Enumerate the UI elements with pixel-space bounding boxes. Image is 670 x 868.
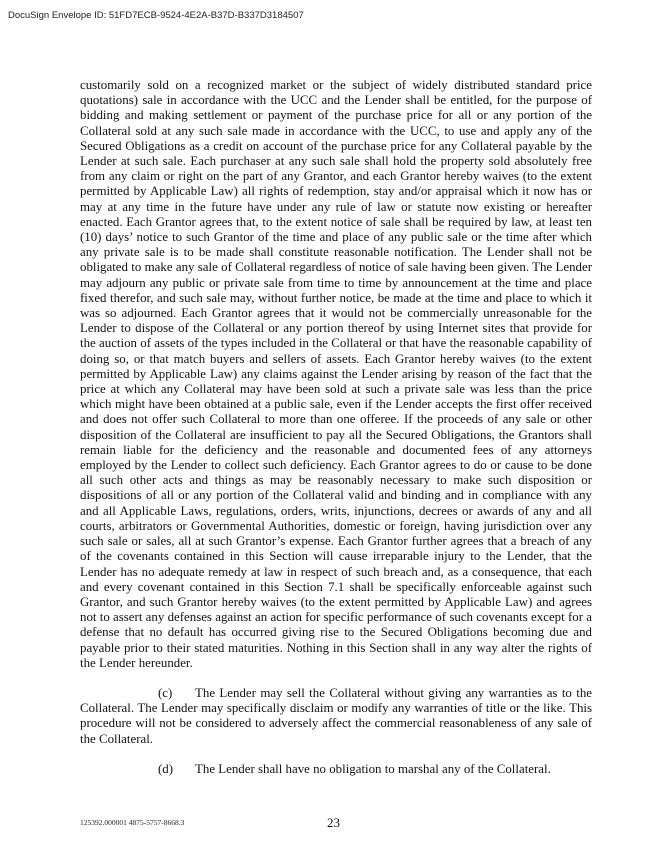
paragraph-main: customarily sold on a recognized market or the subject of widely distributed standard price quotations) sale in accordance with the UCC and the Lender shall be entitled, for the purpose of bidding and making settlement or payment of the purchase price for all or any portion of the Collateral sold at any such sale made in accordance with the UCC, to use and apply any of the Secured Obligations as a credit on account of the purchase price for any Collateral payable by the Lender at such sale. Each purchaser at any such sale shall hold the property sold absolutely free from any claim or right on the part of any Grantor, and each Grantor hereby waives (to the extent permitted by Applicable Law) all rights of redemption, stay and/or appraisal which it now has or may at any time in the future have under any rule of law or statute now existing or hereafter enacted. Each Grantor agrees that, to the extent notice of sale shall be required by law, at least ten (10) days’ notice to such Grantor of the time and place of any public sale or the time after which any private sale is to be made shall constitute reasonable notification. The Lender shall not be obligated to make any sale of Collateral regardless of notice of sale having been given. The Lender may adjourn any public or private sale from time to time by announcement at the time and place fixed therefor, and such sale may, without further notice, be made at the time and place to which it was so adjourned. Each Grantor agrees that it would not be commercially unreasonable for the Lender to dispose of the Collateral or any portion thereof by using Internet sites that provide for the auction of assets of the types included in the Collateral or that have the reasonable capability of doing so, or that match buyers and sellers of assets. Each Grantor hereby waives (to the extent permitted by Applicable Law) any claims against the Lender arising by reason of the fact that the price at which any Collateral may have been sold at such a private sale was less than the price which might have been obtained at a public sale, even if the Lender accepts the first offer received and does not offer such Collateral to more than one offeree. If the proceeds of any sale or other disposition of the Collateral are insufficient to pay all the Secured Obligations, the Grantors shall remain liable for the deficiency and the reasonable and documented fees of any attorneys employed by the Lender to collect such deficiency. Each Grantor agrees to do or cause to be done all such other acts and things as may be reasonably necessary to make such disposition or dispositions of all or any portion of the Collateral valid and binding and in compliance with any and all Applicable Laws, regulations, orders, writs, injunctions, decrees or awards of any and all courts, arbitrators or Governmental Authorities, domestic or foreign, having jurisdiction over any such sale or sales, all at such Grantor’s expense. Each Grantor further agrees that a breach of any of the covenants contained in this Section will cause irreparable injury to the Lender, that the Lender has no adequate remedy at law in respect of such breach and, as a consequence, that each and every covenant contained in this Section 7.1 shall be specifically enforceable against such Grantor, and such Grantor hereby waives (to the extent permitted by Applicable Law) and agrees not to assert any defenses against an action for specific performance of such covenants except for a defense that no default has occurred giving rise to the Secured Obligations becoming due and payable prior to their stated maturities. Nothing in this Section shall in any way alter the rights of the Lender hereunder. xyxy=(80,78,592,670)
paragraph-c xyxy=(80,686,592,747)
paragraph-d-number: (d) xyxy=(158,761,174,776)
docusign-envelope-id: DocuSign Envelope ID: 51FD7ECB-9524-4E2A-B37D-B337D3184507 xyxy=(8,10,304,21)
paragraph-c-number: (c) xyxy=(158,685,173,700)
paragraph-c-text: The Lender may sell the Collateral without giving any warranties as to the Collateral. The Lender may specifically disclaim or modify any warranties of title or the like. This procedure will not be considered to adversely affect the commercial reasonableness of any sale of the Collateral. xyxy=(80,685,592,746)
document-reference: 125392.000001 4875-5757-8668.3 xyxy=(80,818,185,827)
paragraph-d-text: The Lender shall have no obligation to marshal any of the Collateral. xyxy=(195,761,551,776)
document-body xyxy=(80,78,592,777)
page-number: 23 xyxy=(327,815,340,830)
paragraph-d xyxy=(80,762,592,777)
